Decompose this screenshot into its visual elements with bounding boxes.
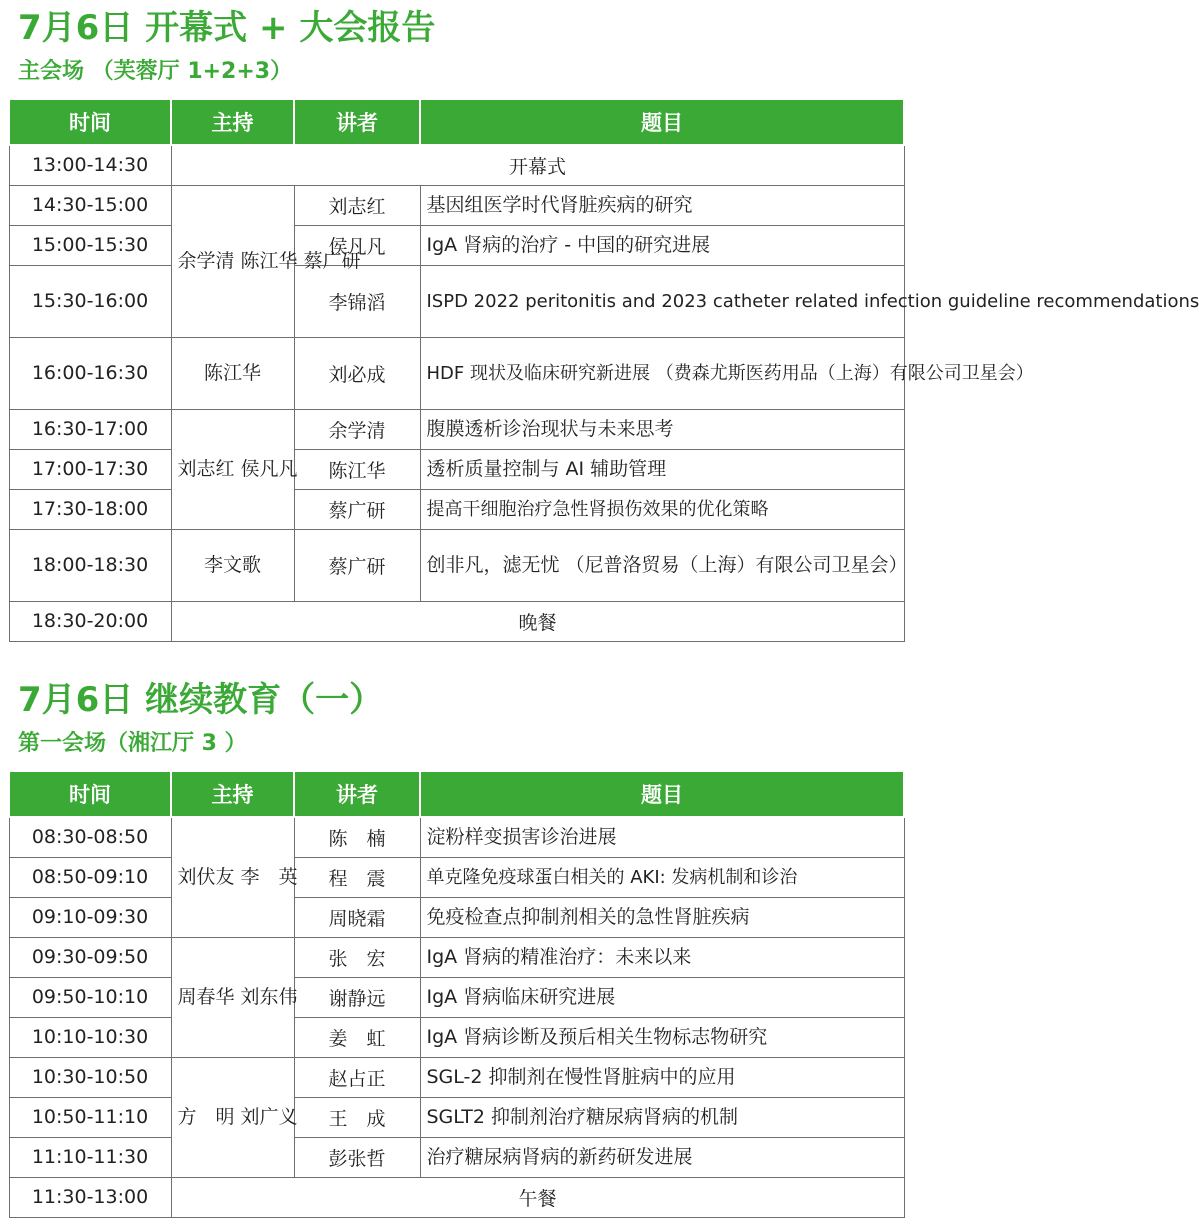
- speaker-cell: 谢静远: [294, 977, 420, 1017]
- time-cell: 08:30-08:50: [9, 817, 171, 857]
- topic-cell: 淀粉样变损害诊治进展: [420, 817, 904, 857]
- table-row: [9, 185, 904, 225]
- topic-cell: SGL-2 抑制剂在慢性肾脏病中的应用: [420, 1057, 904, 1097]
- time-cell: 16:00-16:30: [9, 337, 171, 409]
- time-cell: 18:00-18:30: [9, 529, 171, 601]
- time-cell: 14:30-15:00: [9, 185, 171, 225]
- time-cell: 10:10-10:30: [9, 1017, 171, 1057]
- time-cell: 18:30-20:00: [9, 601, 171, 641]
- time-cell: 08:50-09:10: [9, 857, 171, 897]
- host-cell: 李文歌: [171, 529, 294, 601]
- header-host: 主持: [171, 771, 294, 817]
- table-row: [9, 857, 904, 897]
- header-host: 主持: [171, 99, 294, 145]
- topic-cell: HDF 现状及临床研究新进展 （费森尤斯医药用品（上海）有限公司卫星会）: [420, 337, 904, 409]
- speaker-cell: 赵占正: [294, 1057, 420, 1097]
- speaker-cell: 刘志红: [294, 185, 420, 225]
- table-header-row: [9, 99, 904, 145]
- table-row: [9, 937, 904, 977]
- table-row: [9, 977, 904, 1017]
- time-cell: 11:10-11:30: [9, 1137, 171, 1177]
- event-cell: 午餐: [171, 1177, 904, 1217]
- table-row: [9, 449, 904, 489]
- table-row: [9, 1137, 904, 1177]
- topic-cell: 提高干细胞治疗急性肾损伤效果的优化策略: [420, 489, 904, 529]
- topic-cell: 免疫检查点抑制剂相关的急性肾脏疾病: [420, 897, 904, 937]
- table-row: [9, 529, 904, 601]
- topic-cell: IgA 肾病临床研究进展: [420, 977, 904, 1017]
- event-cell: 晚餐: [171, 601, 904, 641]
- topic-cell: 治疗糖尿病肾病的新药研发进展: [420, 1137, 904, 1177]
- speaker-cell: 侯凡凡: [294, 225, 420, 265]
- time-cell: 16:30-17:00: [9, 409, 171, 449]
- header-time: 时间: [9, 99, 171, 145]
- speaker-cell: 姜 虹: [294, 1017, 420, 1057]
- section-title: 7月6日 继续教育（一）: [18, 680, 384, 720]
- time-cell: 15:30-16:00: [9, 265, 171, 337]
- section-subtitle: 主会场 （芙蓉厅 1+2+3）: [18, 59, 293, 84]
- table-row: [9, 601, 904, 641]
- speaker-cell: 余学清: [294, 409, 420, 449]
- header-time: 时间: [9, 771, 171, 817]
- speaker-cell: 彭张哲: [294, 1137, 420, 1177]
- header-speaker: 讲者: [294, 771, 420, 817]
- table-row: [9, 265, 904, 337]
- time-cell: 17:30-18:00: [9, 489, 171, 529]
- header-speaker: 讲者: [294, 99, 420, 145]
- table-row: [9, 817, 904, 857]
- section-subtitle: 第一会场（湘江厅 3 ）: [18, 731, 247, 756]
- speaker-cell: 陈江华: [294, 449, 420, 489]
- time-cell: 10:50-11:10: [9, 1097, 171, 1137]
- speaker-cell: 蔡广研: [294, 489, 420, 529]
- speaker-cell: 陈 楠: [294, 817, 420, 857]
- time-cell: 09:10-09:30: [9, 897, 171, 937]
- host-cell: 方 明 刘广义: [171, 1057, 294, 1177]
- host-cell: 余学清 陈江华 蔡广研: [171, 185, 294, 337]
- speaker-cell: 周晓霜: [294, 897, 420, 937]
- header-topic: 题目: [420, 99, 904, 145]
- table-row: [9, 145, 904, 185]
- schedule-table: [8, 770, 905, 1218]
- time-cell: 09:50-10:10: [9, 977, 171, 1017]
- topic-cell: 基因组医学时代肾脏疾病的研究: [420, 185, 904, 225]
- topic-cell: 创非凡，滤无忧 （尼普洛贸易（上海）有限公司卫星会）: [420, 529, 904, 601]
- table-row: [9, 337, 904, 409]
- topic-cell: IgA 肾病的精准治疗：未来以来: [420, 937, 904, 977]
- time-cell: 17:00-17:30: [9, 449, 171, 489]
- topic-cell: 腹膜透析诊治现状与未来思考: [420, 409, 904, 449]
- speaker-cell: 蔡广研: [294, 529, 420, 601]
- time-cell: 10:30-10:50: [9, 1057, 171, 1097]
- time-cell: 13:00-14:30: [9, 145, 171, 185]
- schedule-table: [8, 98, 1199, 642]
- speaker-cell: 王 成: [294, 1097, 420, 1137]
- time-cell: 09:30-09:50: [9, 937, 171, 977]
- table-row: [9, 1017, 904, 1057]
- table-row: [9, 1057, 904, 1097]
- host-cell: 周春华 刘东伟: [171, 937, 294, 1057]
- topic-cell: SGLT2 抑制剂治疗糖尿病肾病的机制: [420, 1097, 904, 1137]
- speaker-cell: 刘必成: [294, 337, 420, 409]
- host-cell: 刘伏友 李 英: [171, 817, 294, 937]
- event-cell: 开幕式: [171, 145, 904, 185]
- time-cell: 15:00-15:30: [9, 225, 171, 265]
- table-row: [9, 409, 904, 449]
- topic-cell: 单克隆免疫球蛋白相关的 AKI: 发病机制和诊治: [420, 857, 904, 897]
- table-row: [9, 1097, 904, 1137]
- table-row: [9, 225, 904, 265]
- speaker-cell: 张 宏: [294, 937, 420, 977]
- table-row: [9, 897, 904, 937]
- table-header-row: [9, 771, 904, 817]
- topic-cell: IgA 肾病诊断及预后相关生物标志物研究: [420, 1017, 904, 1057]
- table-row: [9, 1177, 904, 1217]
- host-cell: 刘志红 侯凡凡: [171, 409, 294, 529]
- speaker-cell: 李锦滔: [294, 265, 420, 337]
- speaker-cell: 程 震: [294, 857, 420, 897]
- header-topic: 题目: [420, 771, 904, 817]
- topic-cell: ISPD 2022 peritonitis and 2023 catheter related infection guideline recommendations: [420, 265, 904, 337]
- time-cell: 11:30-13:00: [9, 1177, 171, 1217]
- section-title: 7月6日 开幕式 + 大会报告: [18, 8, 436, 48]
- topic-cell: IgA 肾病的治疗 - 中国的研究进展: [420, 225, 904, 265]
- host-cell: 陈江华: [171, 337, 294, 409]
- topic-cell: 透析质量控制与 AI 辅助管理: [420, 449, 904, 489]
- table-row: [9, 489, 904, 529]
